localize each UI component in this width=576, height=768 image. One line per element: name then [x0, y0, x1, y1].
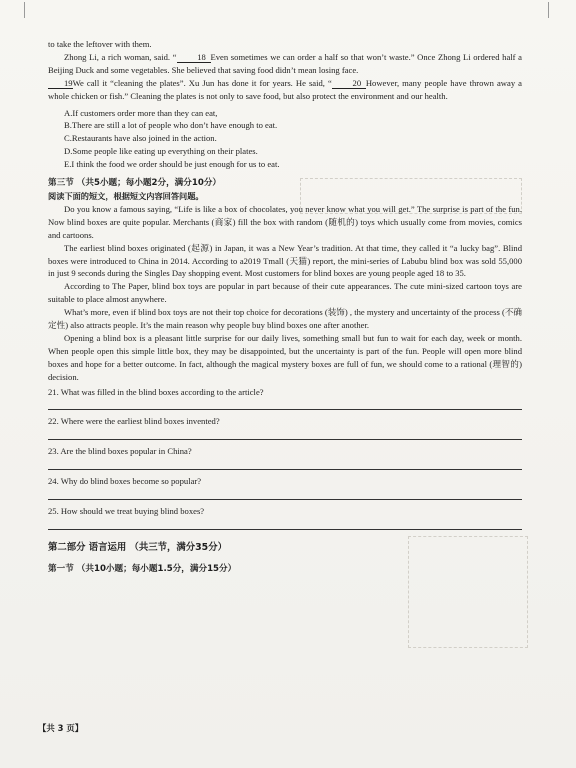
paragraph-zhong-li: [48, 51, 522, 103]
right-edge-mark: [548, 2, 549, 18]
option-b: B.There are still a lot of people who don’t have enough to eat.: [64, 120, 278, 131]
passage-paragraph-3: According to The Paper, blind box toys are popular in part because of their cute appearances. The cute mini-sized cartoon toys are suitable to place almost anywhere.: [48, 281, 522, 305]
blank-19[interactable]: 19: [48, 78, 73, 89]
intro-line: to take the leftover with them.: [48, 39, 152, 49]
option-d: D.Some people like eating up everything on their plates.: [64, 146, 258, 157]
text-segment: Zhong Li, a rich woman, said. “: [64, 51, 177, 62]
passage-paragraph-2: The earliest blind boxes originated (起源) in Japan, it was a New Year’s tradition. At that time, they called it “a lucky bag”. Blind boxes were introduced to China in 2014. According to a2019 Tmall (天猫) report, the mini-series of Labubu blind box was sold 55,000 in just 9 seconds during the Singles Day shopping event. Most customers for blind boxes are young people aged 18 to 35.: [48, 242, 522, 279]
text-segment: However, many people have thrown away a whole chicken or fish.” Cleaning the plates is not only to save food, but also protect the environment and our health.: [48, 77, 522, 101]
question-21: 21. What was filled in the blind boxes according to the article?: [48, 386, 264, 397]
passage-paragraph-5: Opening a blind box is a pleasant little surprise for our daily lives, something small but fun to wait for each day, week or month. When people open this simple little box, they may be disappointed, but the uncertainty is part of the fun. People will open more blind boxes and hope for a better outcome. In fact, although the magical mystery boxes are full of fun, we should come to a rational (理智的) decision.: [48, 332, 522, 382]
question-24: 24. Why do blind boxes become so popular?: [48, 476, 202, 487]
option-e: E.I think the food we order should be just enough for us to eat.: [64, 159, 280, 170]
question-22: 22. Where were the earliest blind boxes invented?: [48, 416, 220, 427]
answer-line-24[interactable]: [48, 499, 522, 500]
text-segment: We call it “cleaning the plates”. Xu Jun has done it for years. He said, “: [72, 77, 332, 88]
part2-section1-title: 第一节 （共10小题；每小题1.5分，满分15分）: [48, 564, 237, 574]
section3-instruction: 阅读下面的短文，根据短文内容回答问题。: [48, 190, 204, 201]
answer-line-22[interactable]: [48, 439, 522, 440]
part2-title: 第二部分 语言运用 （共三节，满分35分）: [48, 542, 227, 554]
blank-18[interactable]: 18: [177, 52, 211, 63]
answer-line-23[interactable]: [48, 469, 522, 470]
option-a: A.If customers order more than they can eat,: [64, 107, 218, 118]
options-list: [48, 107, 522, 172]
answer-line-21[interactable]: [48, 409, 522, 410]
passage-paragraph-1: Do you know a famous saying, “Life is like a box of chocolates, you never know what you will get.” The surprise is part of the fun. Now blind boxes are quite popular. Merchants (商家) fill the box with random (随机的) toys which usually come from movies, comics and cartoons.: [48, 203, 522, 240]
left-edge-mark: [24, 2, 25, 18]
question-23: 23. Are the blind boxes popular in China?: [48, 446, 192, 457]
section3-title: 第三节 （共5小题；每小题2分，满分10分）: [48, 178, 222, 189]
question-25: 25. How should we treat buying blind boxes?: [48, 506, 205, 517]
answer-line-25[interactable]: [48, 529, 522, 530]
page-footer: 【共 3 页】: [38, 723, 84, 733]
option-c: C.Restaurants have also joined in the action.: [64, 133, 217, 144]
passage-paragraph-4: What’s more, even if blind box toys are not their top choice for decorations (装饰) , the mystery and uncertainty of the process (不确定性) also attracts people. It’s the main reason why people buy blind boxes one after another.: [48, 307, 522, 331]
text-segment: Even sometimes we can order a half so that won’t waste.” Once Zhong Li ordered half a Beijing Duck and some vegetables. She believed that saving food didn’t mean losing face.: [48, 51, 522, 75]
blank-20[interactable]: 20: [332, 78, 366, 89]
page-content: [48, 38, 522, 576]
